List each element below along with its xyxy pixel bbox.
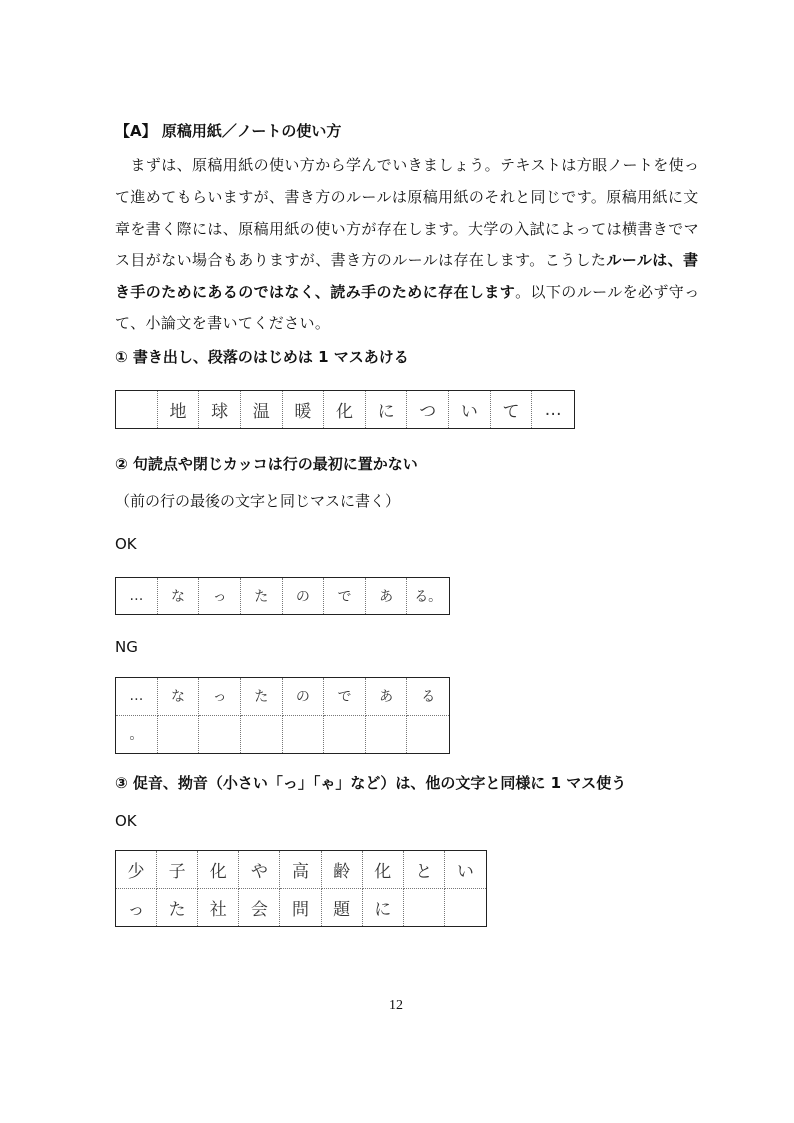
paragraph-line [115,313,675,333]
bold-text-segment: ルールは、書 [606,251,699,269]
grid-cell: た [241,578,283,614]
text-segment: て進めてもらいますが、書き方のルールは原稿用紙のそれと同じです。原稿用紙に文 [115,188,699,206]
grid-cell: 地 [158,391,200,428]
grid-cell [366,716,408,754]
grid-cell: つ [407,391,449,428]
rule3-title: ③ 促音、拗音（小さい「っ」「ゃ」など）は、他の文字と同様に 1 マス使う [115,774,627,792]
grid-cell: あ [366,678,408,716]
text-segment: 。以下のルールを必ず守っ [515,283,700,301]
grid-cell: た [157,889,198,927]
grid-cell [445,889,486,927]
text-segment: て、小論文を書いてください。 [115,314,331,332]
grid-cell [404,889,445,927]
grid-cell: っ [116,889,157,927]
bold-text-segment: き手のためにあるのではなく、読み手のために存在します [115,283,516,301]
section-title: 【A】 原稿用紙／ノートの使い方 [115,122,342,140]
grid-cell: 。 [116,716,158,754]
rule2-note: （前の行の最後の文字と同じマスに書く） [115,492,401,510]
grid-cell: … [544,399,562,420]
grid-cell: で [324,678,366,716]
grid-cell: っ [199,578,241,614]
rule2-ng-label: NG [115,638,138,656]
rule1-title: ① 書き出し、段落のはじめは 1 マスあける [115,348,409,366]
grid-cell [407,716,449,754]
grid-cell: … [116,678,158,716]
grid-cell: 社 [198,889,239,927]
text-segment: 章を書く際には、原稿用紙の使い方が存在します。大学の入試によっては横書きでマ [115,220,700,238]
grid-cell: 暖 [283,391,325,428]
grid-cell: 少 [116,851,157,889]
grid-cell: や [239,851,280,889]
grid-cell: の [283,578,325,614]
grid-cell: 齢 [322,851,363,889]
grid-cell [158,716,200,754]
grid-cell: の [283,678,325,716]
grid-cell: に [366,391,408,428]
paragraph-line [115,187,699,207]
page-number: 12 [389,998,403,1013]
grid-cell: た [241,678,283,716]
grid-cell: な [158,578,200,614]
rule3-ok-grid [115,850,487,927]
paragraph-line [115,282,700,302]
grid-cell [116,391,158,428]
rule1-manuscript-grid [115,390,575,429]
grid-cell: 題 [322,889,363,927]
rule3-ok-label: OK [115,812,137,830]
paragraph-line [115,155,700,175]
paragraph-line [115,219,700,239]
grid-cell: る [407,678,449,716]
grid-cell: 温 [241,391,283,428]
grid-cell: で [324,578,366,614]
grid-cell: っ [199,678,241,716]
grid-cell: い [445,851,486,889]
grid-cell: 化 [324,391,366,428]
paragraph-line [115,250,699,270]
grid-cell: い [449,391,491,428]
rule2-title: ② 句読点や閉じカッコは行の最初に置かない [115,455,418,473]
grid-cell [199,716,241,754]
text-segment: ス目がない場合もありますが、書き方のルールは存在します。こうした [115,251,607,269]
grid-cell: あ [366,578,408,614]
grid-cell: な [158,678,200,716]
text-segment: まずは、原稿用紙の使い方から学んでいきましょう。テキストは方眼ノートを使っ [115,156,700,174]
rule2-ok-label: OK [115,535,137,553]
grid-cell: る。 [414,589,443,605]
grid-cell: 球 [199,391,241,428]
grid-cell: 化 [363,851,404,889]
rule2-ok-grid [115,577,450,615]
rule2-ng-grid [115,677,450,754]
grid-cell: 化 [198,851,239,889]
grid-cell: に [363,889,404,927]
grid-cell [241,716,283,754]
grid-cell: 高 [280,851,321,889]
grid-cell: 問 [280,889,321,927]
grid-cell [324,716,366,754]
grid-cell: と [404,851,445,889]
grid-cell: 会 [239,889,280,927]
grid-cell: … [116,578,158,614]
grid-cell: 子 [157,851,198,889]
grid-cell [283,716,325,754]
grid-cell: て [491,391,533,428]
